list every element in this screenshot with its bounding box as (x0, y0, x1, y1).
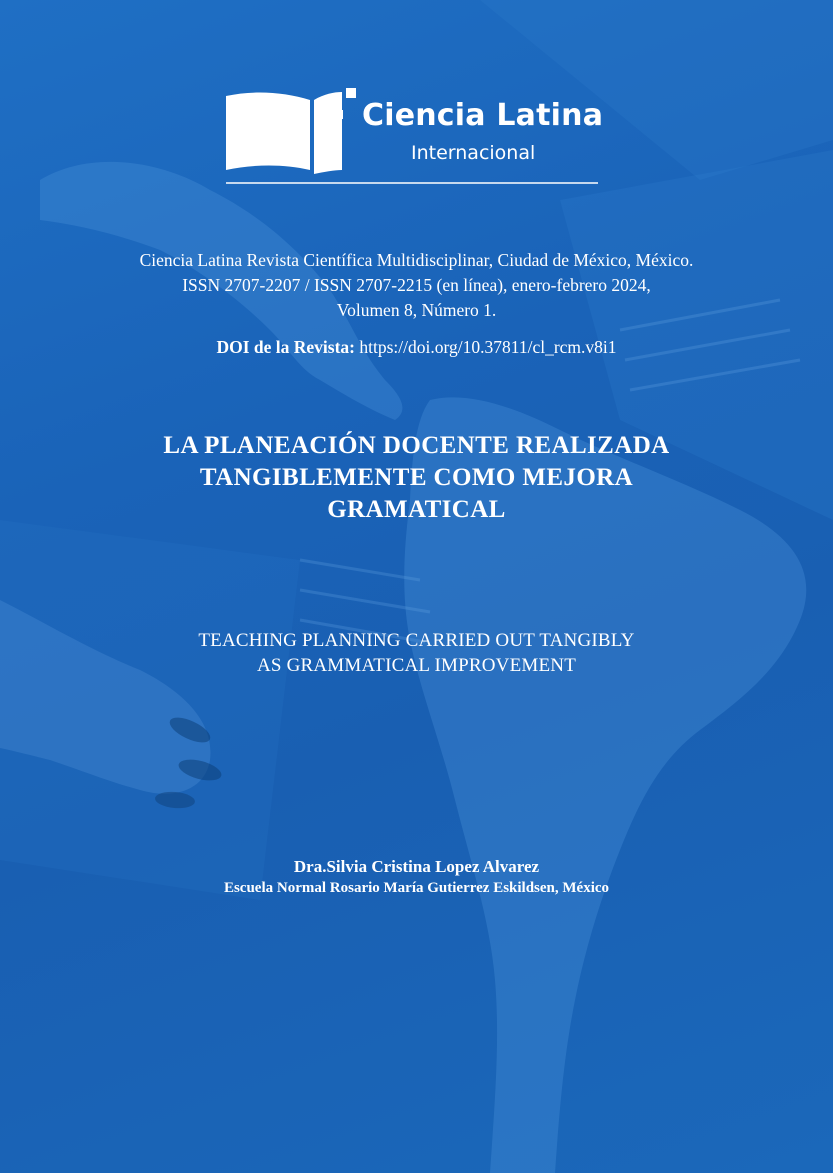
logo-subtitle: Internacional (411, 142, 536, 164)
journal-line: ISSN 2707-2207 / ISSN 2707-2215 (en línea), enero-febrero 2024, (182, 275, 651, 295)
journal-info (0, 248, 833, 323)
logo-title: Ciencia Latina (362, 98, 604, 133)
author-affiliation: Escuela Normal Rosario María Gutierrez Eskildsen, México (223, 880, 610, 896)
doi-label: DOI de la Revista: (216, 337, 355, 357)
title-line: LA PLANEACIÓN DOCENTE REALIZADA (163, 432, 670, 459)
title-line: TEACHING PLANNING CARRIED OUT TANGIBLY (198, 630, 635, 651)
logo-divider (226, 182, 598, 184)
title-line: AS GRAMMATICAL IMPROVEMENT (256, 655, 577, 676)
title-line: GRAMATICAL (327, 496, 506, 523)
journal-line: Volumen 8, Número 1. (336, 300, 497, 320)
journal-line: Ciencia Latina Revista Científica Multidisciplinar, Ciudad de México, México. (139, 250, 694, 270)
article-title-spanish (0, 430, 833, 526)
author-name: Dra.Silvia Cristina Lopez Alvarez (293, 857, 540, 876)
journal-doi (0, 337, 833, 358)
doi-link[interactable]: https://doi.org/10.37811/cl_rcm.v8i1 (359, 337, 617, 357)
title-line: TANGIBLEMENTE COMO MEJORA (199, 464, 634, 491)
article-title-english (0, 628, 833, 678)
